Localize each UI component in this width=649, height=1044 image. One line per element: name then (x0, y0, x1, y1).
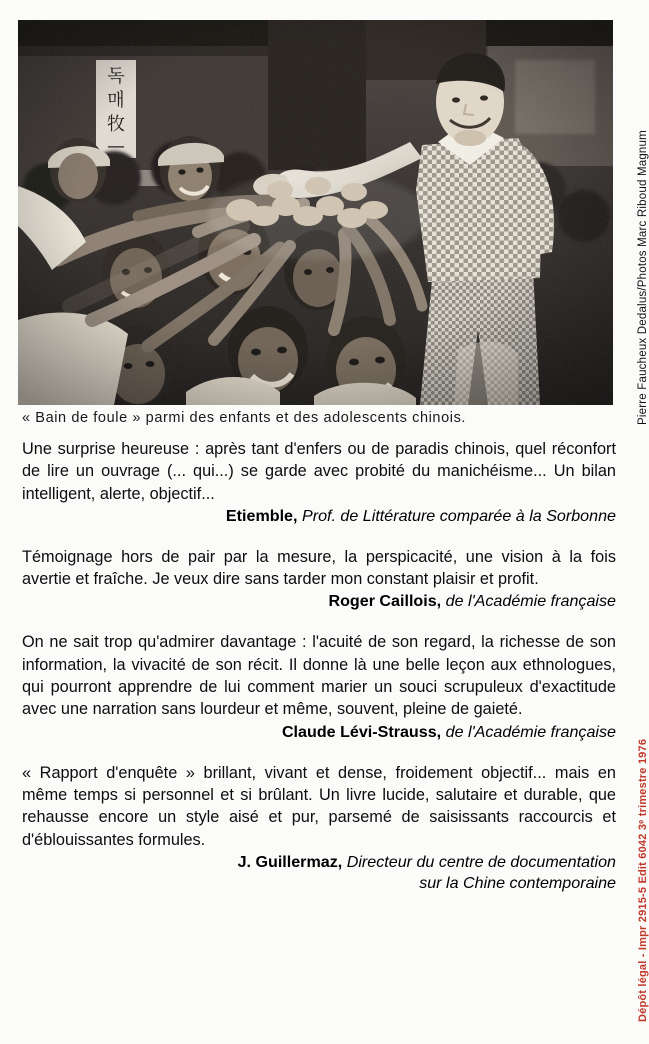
legal-deposit-line: Dépôt légal - Impr 2915-5 Edit 6042 3ᵉ trimestre 1976 (637, 738, 649, 1022)
quote-block (22, 631, 616, 742)
quotes-container (22, 438, 616, 913)
quote-attribution (22, 852, 616, 894)
quote-text: Témoignage hors de pair par la mesure, la perspicacité, une vision à la fois avertie et fraîche. Je veux dire sans tarder mon constant plaisir et profit. (22, 547, 616, 589)
quote-author-role: de l'Académie française (445, 592, 616, 611)
quote-author-role: de l'Académie française (445, 722, 616, 741)
quote-author-role-line2: sur la Chine contemporaine (419, 873, 616, 892)
photograph-artwork (18, 20, 613, 405)
quote-text: On ne sait trop qu'admirer davantage : l'acuité de son regard, la richesse de son information, la vivacité de son récit. Il donne là une belle leçon aux ethnologues, qui pourront apprendre de lui comment marier un souci scrupuleux d'exactitude avec une narration sans lourdeur et même, souvent, pleine de gaieté. (22, 633, 616, 719)
quote-author-role: Prof. de Littérature comparée à la Sorbonne (301, 506, 616, 525)
photo-caption: « Bain de foule » parmi des enfants et des adolescents chinois. (22, 410, 467, 426)
quote-author: Etiemble, (225, 506, 298, 525)
quote-author-role: Directeur du centre de documentation (346, 852, 616, 871)
cover-photograph (18, 20, 613, 405)
quote-author: Claude Lévi-Strauss, (281, 722, 442, 741)
photo-credit-line: Pierre Faucheux Dedalus/Photos Marc Riboud Magnum (637, 130, 649, 425)
quote-block (22, 762, 616, 894)
quote-text: Une surprise heureuse : après tant d'enfers ou de paradis chinois, quel réconfort de lire un ouvrage (... qui...) se garde avec probité du manichéisme... Un bilan intelligent, alerte, objectif... (22, 440, 616, 503)
quote-attribution (22, 506, 616, 527)
quote-author: Roger Caillois, (328, 592, 442, 611)
quote-block (22, 546, 616, 613)
right-edge-credits (613, 0, 649, 1044)
quote-text: « Rapport d'enquête » brillant, vivant et dense, froidement objectif... mais en même temps si personnel et si brûlant. Un livre lucide, salutaire et durable, que rehausse encore un style aisé et pur, parsemé de saisissants raccourcis et d'éblouissantes formules. (22, 763, 616, 849)
quote-block (22, 438, 616, 527)
quote-attribution (22, 591, 616, 612)
quote-attribution (22, 722, 616, 743)
quote-author: J. Guillermaz, (237, 852, 343, 871)
